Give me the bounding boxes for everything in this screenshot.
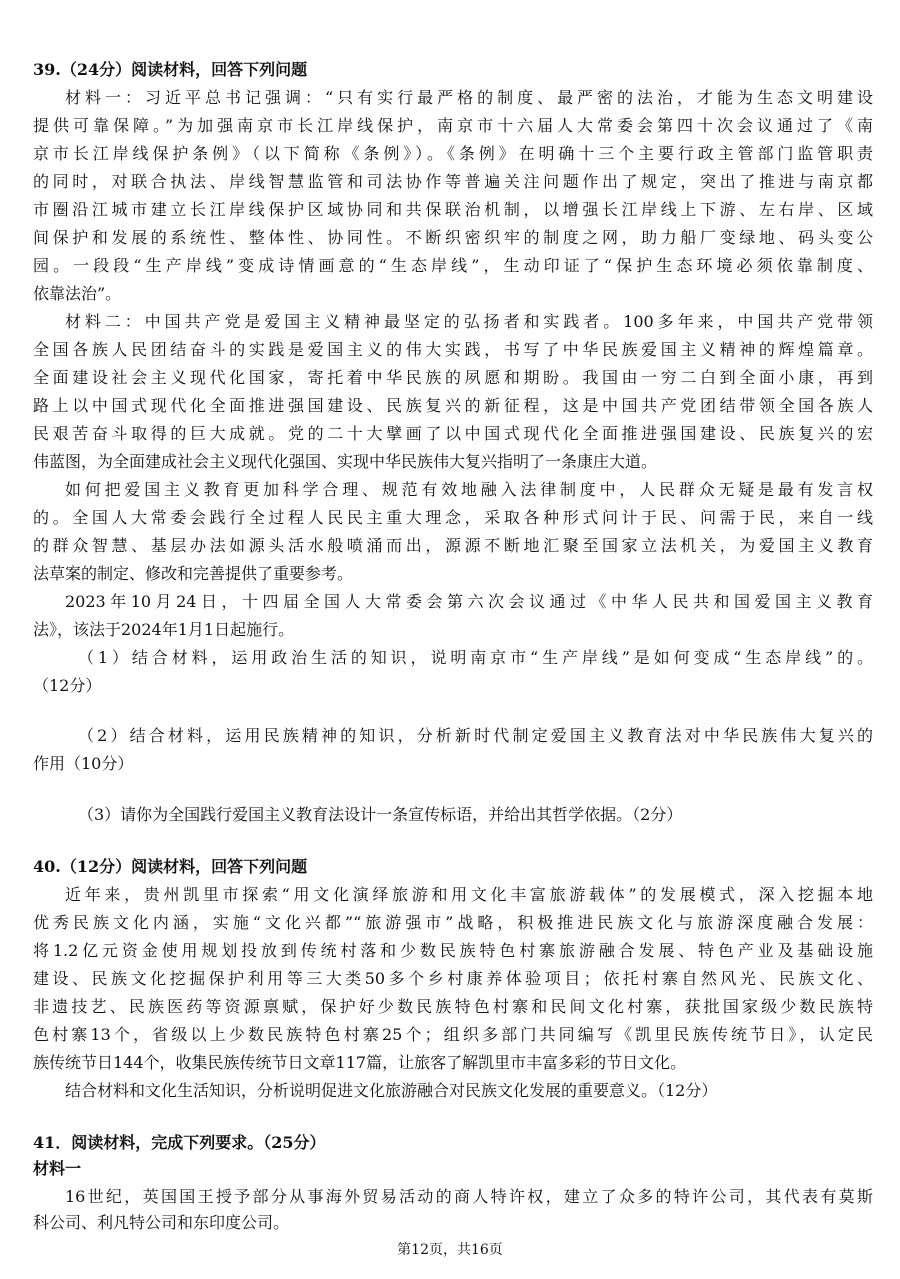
q40-material-line: 将1.2亿元资金使用规划投放到传统村落和少数民族特色村寨旅游融合发展、特色产业及基础设施 — [33, 941, 873, 960]
q39-material2-line: 路上以中国式现代化全面推进强国建设、民族复兴的新征程，这是中国共产党团结带领全国各族人 — [33, 396, 873, 415]
q40-material-line: 色村寨13个，省级以上少数民族特色村寨25个；组织多部门共同编写《凯里民族传统节日》，认定民 — [33, 1025, 873, 1044]
q39-material1-line: 市圈沿江城市建立长江岸线保护区域协同和共保联治机制，以增强长江岸线上下游、左右岸、区域 — [33, 200, 873, 219]
q39-material4-line: 2023年10月24日，十四届全国人大常委会第六次会议通过《中华人民共和国爱国主义教育 — [65, 592, 873, 611]
q40-material-line: 近年来，贵州凯里市探索“用文化演绎旅游和用文化丰富旅游载体”的发展模式，深入挖掘本地 — [65, 885, 873, 904]
q39-sub3: （3）请你为全国践行爱国主义教育法设计一条宣传标语，并给出其哲学依据。（2分） — [78, 805, 683, 824]
q40-material-line: 非遗技艺、民族医药等资源禀赋，保护好少数民族特色村寨和民间文化村寨，获批国家级少数民族特 — [33, 997, 873, 1016]
q40-question: 结合材料和文化生活知识，分析说明促进文化旅游融合对民族文化发展的重要意义。（12分） — [65, 1081, 718, 1100]
q39-material1-line: 材料一：习近平总书记强调：“只有实行最严格的制度、最严密的法治，才能为生态文明建设 — [65, 88, 873, 107]
q39-sub1-line: （1）结合材料，运用政治生活的知识，说明南京市“生产岸线”是如何变成“生态岸线”的。 — [78, 648, 873, 667]
q41-title: 41．阅读材料，完成下列要求。（25分） — [33, 1133, 326, 1152]
q39-material1-line: 间保护和发展的系统性、整体性、协同性。不断织密织牢的制度之网，助力船厂变绿地、码头变公 — [33, 228, 873, 247]
q39-title: 39.（24分）阅读材料，回答下列问题 — [33, 60, 308, 79]
q41-material-line: 16世纪，英国国王授予部分从事海外贸易活动的商人特许权，建立了众多的特许公司，其代表有莫斯 — [65, 1187, 873, 1206]
q39-material3-line: 如何把爱国主义教育更加科学合理、规范有效地融入法律制度中，人民群众无疑是最有发言权 — [65, 480, 873, 499]
q41-material-line: 科公司、利凡特公司和东印度公司。 — [33, 1213, 290, 1232]
page-footer: 第12页，共16页 — [397, 1242, 503, 1258]
q39-material3-line: 法草案的制定、修改和完善提供了重要参考。 — [33, 564, 354, 583]
q40-material-line: 建设、民族文化挖掘保护利用等三大类50多个乡村康养体验项目；依托村寨自然风光、民族文化、 — [33, 969, 873, 988]
q39-material2-line: 全面建设社会主义现代化国家，寄托着中华民族的夙愿和期盼。我国由一穷二白到全面小康，再到 — [33, 368, 873, 387]
q39-material2-line: 全国各族人民团结奋斗的实践是爱国主义的伟大实践，书写了中华民族爱国主义精神的辉煌篇章。 — [33, 340, 873, 359]
q40-material-line: 族传统节日144个，收集民族传统节日文章117篇，让旅客了解凯里市丰富多彩的节日文化。 — [33, 1053, 687, 1072]
q39-material1-line: 京市长江岸线保护条例》（以下简称《条例》）。《条例》在明确十三个主要行政主管部门监管职责 — [33, 144, 873, 163]
q39-material1-line: 提供可靠保障。”为加强南京市长江岸线保护，南京市十六届人大常委会第四十次会议通过了《南 — [33, 116, 873, 135]
q39-material1-line: 园。一段段“生产岸线”变成诗情画意的“生态岸线”，生动印证了“保护生态环境必须依靠制度、 — [33, 256, 873, 275]
q39-sub2-line: 作用（10分） — [33, 754, 134, 773]
q39-material2-line: 民艰苦奋斗取得的巨大成就。党的二十大擘画了以中国式现代化全面推进强国建设、民族复兴的宏 — [33, 424, 873, 443]
q39-material2-line: 材料二：中国共产党是爱国主义精神最坚定的弘扬者和实践者。100多年来，中国共产党带领 — [65, 312, 873, 331]
q39-material3-line: 的。全国人大常委会践行全过程人民民主重大理念，采取各种形式问计于民、问需于民，来自一线 — [33, 508, 873, 527]
q39-material4-line: 法》，该法于2024年1月1日起施行。 — [33, 620, 295, 639]
q39-material1-line: 的同时，对联合执法、岸线智慧监管和司法协作等普遍关注问题作出了规定，突出了推进与南京都 — [33, 172, 873, 191]
q40-material-line: 优秀民族文化内涵，实施“文化兴都”“旅游强市”战略，积极推进民族文化与旅游深度融合发展： — [33, 913, 873, 932]
q39-material3-line: 的群众智慧、基层办法如源头活水般喷涌而出，源源不断地汇聚至国家立法机关，为爱国主义教育 — [33, 536, 873, 555]
q39-material1-line: 依靠法治”。 — [33, 284, 122, 303]
q41-material-label: 材料一 — [33, 1159, 82, 1178]
q39-sub2-line: （2）结合材料，运用民族精神的知识，分析新时代制定爱国主义教育法对中华民族伟大复兴的 — [78, 726, 873, 745]
q39-material2-line: 伟蓝图，为全面建成社会主义现代化强国、实现中华民族伟大复兴指明了一条康庄大道。 — [33, 452, 658, 471]
q40-title: 40.（12分）阅读材料，回答下列问题 — [33, 857, 308, 876]
q39-sub1-line: （12分） — [33, 676, 102, 695]
